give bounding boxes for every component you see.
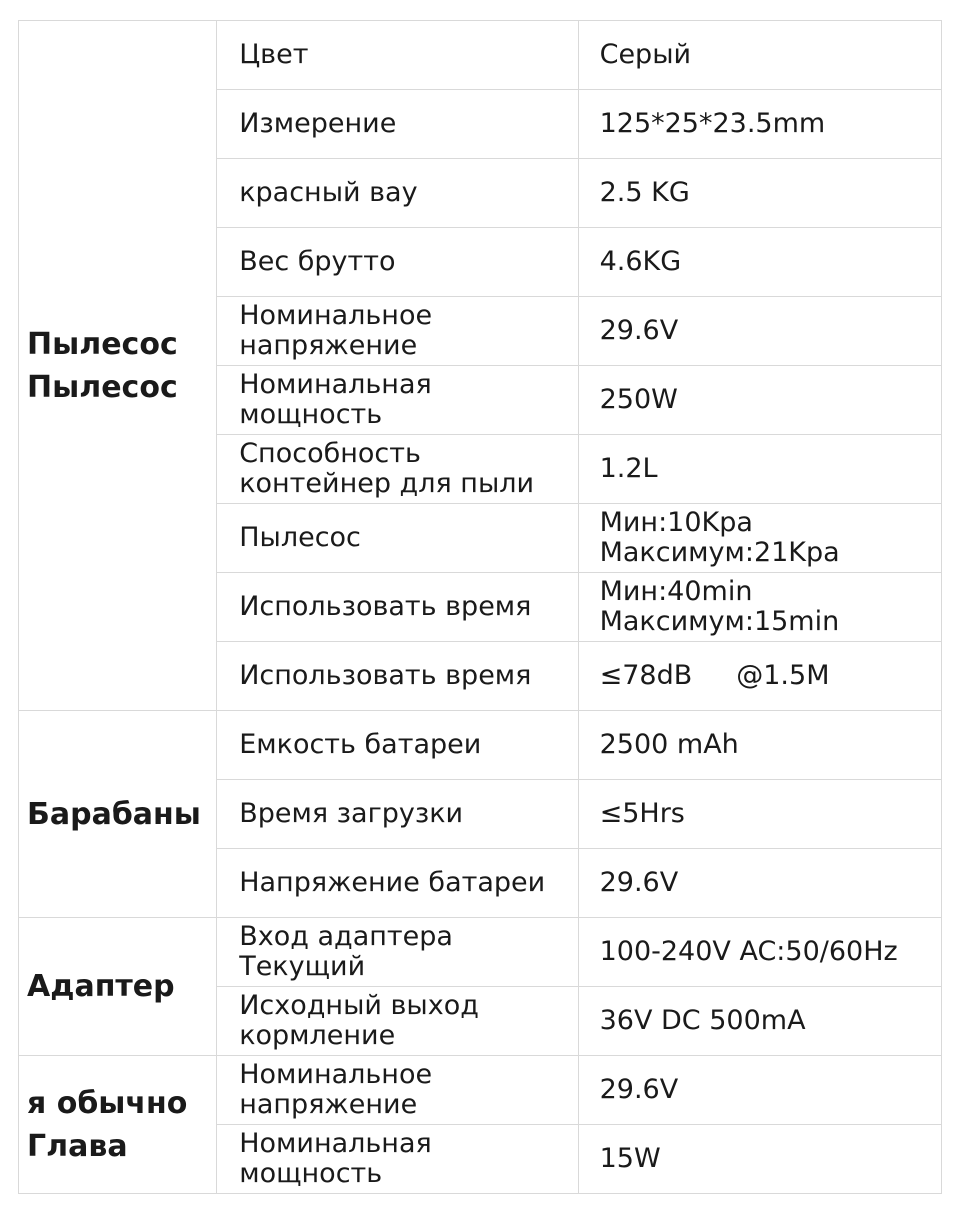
spec-value: 4.6KG [578,228,941,297]
spec-label: Емкость батареи [217,711,578,780]
spec-label: Вход адаптера Текущий [217,918,578,987]
spec-label: Использовать время [217,573,578,642]
spec-label: Напряжение батареи [217,849,578,918]
group-title-adapter: Адаптер [19,918,217,1056]
spec-label: Цвет [217,21,578,90]
table-row [19,1056,942,1125]
spec-value: 100-240V AC:50/60Hz [578,918,941,987]
spec-label: Номинальное напряжение [217,1056,578,1125]
group-title-head: я обычно Глава [19,1056,217,1194]
table-row [19,711,942,780]
spec-value: 15W [578,1125,941,1194]
spec-label: Время загрузки [217,780,578,849]
spec-label: Измерение [217,90,578,159]
spec-label: Номинальная мощность [217,1125,578,1194]
spec-value: ≤78dB @1.5M [578,642,941,711]
spec-value: Мин:10Kpa Максимум:21Kpa [578,504,941,573]
spec-label: Номинальное напряжение [217,297,578,366]
spec-label: Использовать время [217,642,578,711]
spec-value: 2.5 KG [578,159,941,228]
spec-value: 1.2L [578,435,941,504]
group-title-vacuum: Пылесос Пылесос [19,21,217,711]
table-row [19,918,942,987]
spec-value: 29.6V [578,849,941,918]
spec-table [18,20,942,1194]
spec-label: Исходный выход кормление [217,987,578,1056]
spec-value: 29.6V [578,297,941,366]
spec-value: Мин:40min Максимум:15min [578,573,941,642]
table-row [19,21,942,90]
group-title-battery: Барабаны [19,711,217,918]
spec-value: 36V DC 500mA [578,987,941,1056]
spec-label: красный вау [217,159,578,228]
spec-label: Способность контейнер для пыли [217,435,578,504]
spec-label: Пылесос [217,504,578,573]
spec-value: ≤5Hrs [578,780,941,849]
spec-value: 250W [578,366,941,435]
spec-value: 29.6V [578,1056,941,1125]
spec-label: Номинальная мощность [217,366,578,435]
spec-value: Серый [578,21,941,90]
spec-value: 125*25*23.5mm [578,90,941,159]
spec-value: 2500 mAh [578,711,941,780]
spec-label: Вес брутто [217,228,578,297]
